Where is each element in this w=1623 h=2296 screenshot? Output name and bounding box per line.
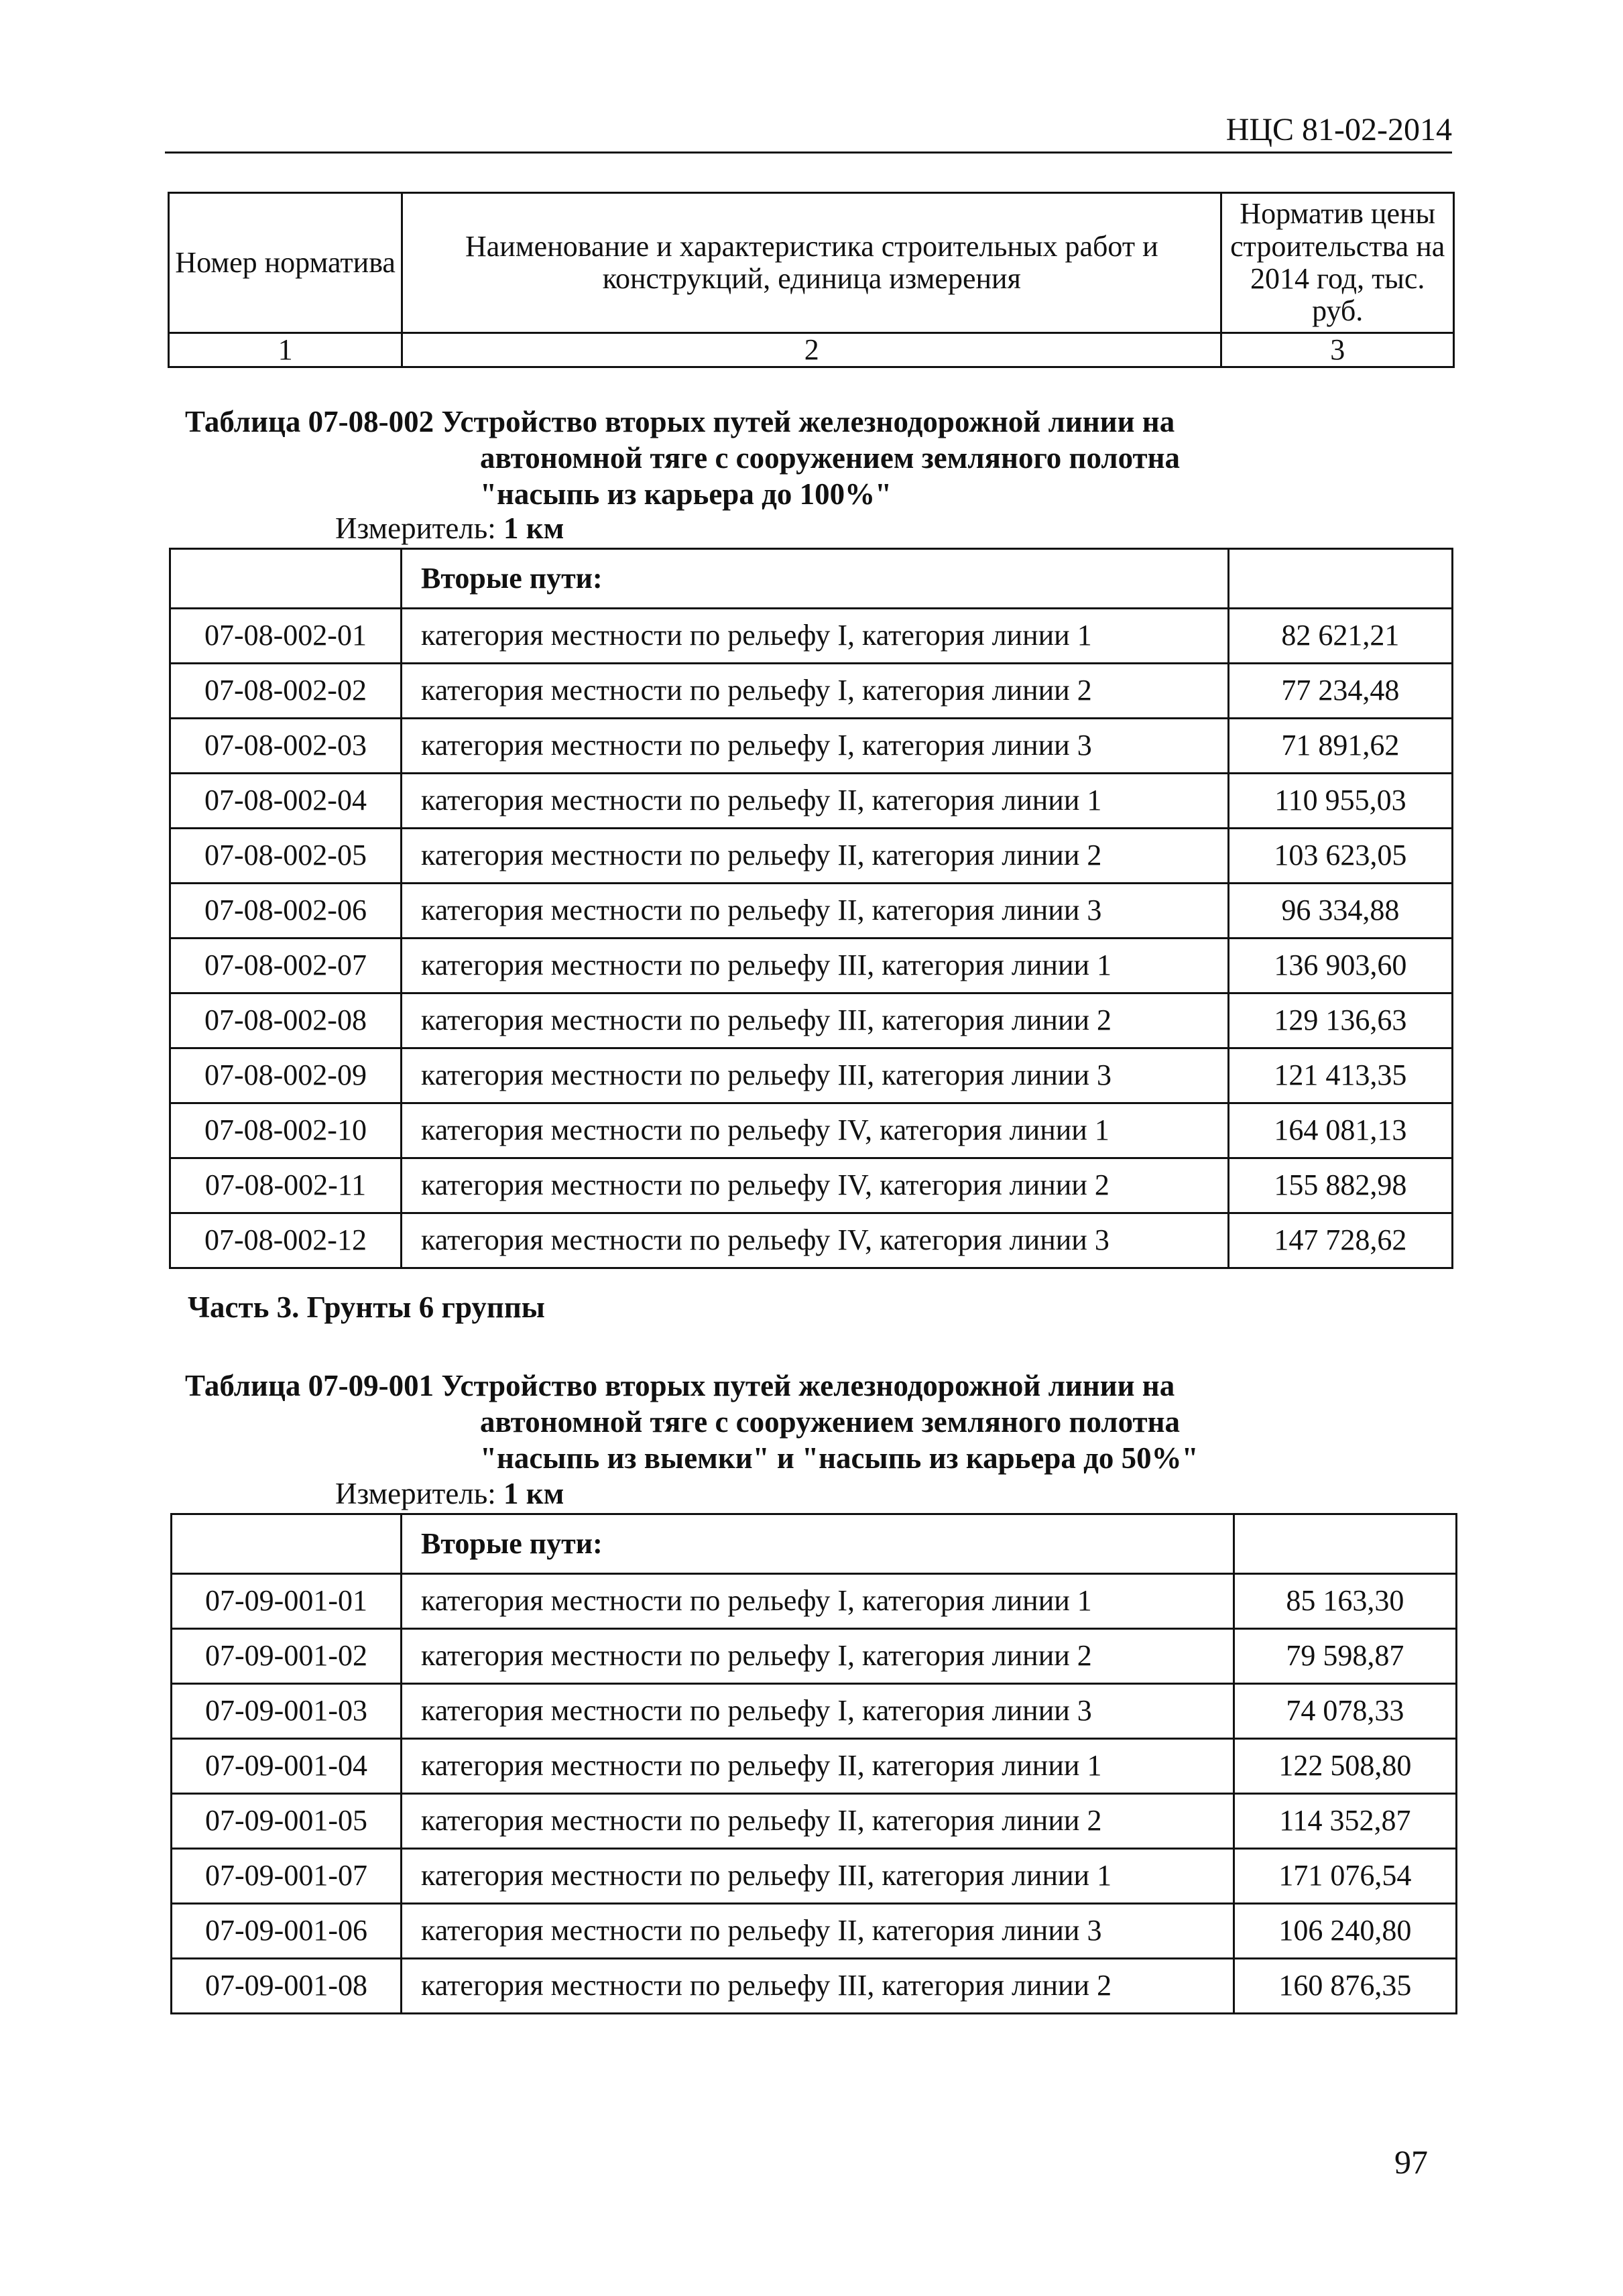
row-price: 110 955,03 — [1228, 774, 1452, 829]
row-name: категория местности по рельефу II, категория линии 3 — [401, 884, 1228, 939]
row-price: 155 882,98 — [1228, 1158, 1452, 1213]
table-row — [172, 1574, 1457, 1629]
table1-number: Таблица 07-08-002 — [185, 405, 434, 438]
table2-title-line1: Устройство вторых путей железнодорожной линии на — [441, 1369, 1175, 1402]
row-code: 07-08-002-08 — [170, 993, 402, 1048]
row-name: категория местности по рельефу I, категория линии 2 — [401, 664, 1228, 719]
header-rule — [165, 152, 1452, 154]
row-price: 103 623,05 — [1228, 829, 1452, 884]
row-price: 85 163,30 — [1234, 1574, 1456, 1629]
table-row — [172, 1629, 1457, 1684]
column-header-table — [168, 192, 1455, 368]
table-row — [170, 774, 1453, 829]
table-row — [172, 1794, 1457, 1849]
table-row — [172, 1849, 1457, 1904]
row-price: 129 136,63 — [1228, 993, 1452, 1048]
table1-title-line3: "насыпь из карьера до 100%" — [480, 477, 892, 511]
table-row — [170, 1048, 1453, 1103]
row-price: 121 413,35 — [1228, 1048, 1452, 1103]
table2-subheader-row — [172, 1514, 1457, 1574]
row-price: 114 352,87 — [1234, 1794, 1456, 1849]
table1-measurer — [335, 511, 564, 546]
row-name: категория местности по рельефу IV, категория линии 3 — [401, 1213, 1228, 1268]
header-num-1: 1 — [169, 333, 402, 367]
row-name: категория местности по рельефу II, категория линии 1 — [402, 1739, 1234, 1794]
row-name: категория местности по рельефу II, категория линии 2 — [402, 1794, 1234, 1849]
table2-title-line2: автономной тяге с сооружением земляного полотна — [480, 1405, 1181, 1439]
row-name: категория местности по рельефу III, категория линии 2 — [401, 993, 1228, 1048]
row-price: 82 621,21 — [1228, 609, 1452, 664]
row-price: 164 081,13 — [1228, 1103, 1452, 1158]
table1 — [169, 548, 1453, 1269]
row-code: 07-08-002-01 — [170, 609, 402, 664]
row-code: 07-08-002-06 — [170, 884, 402, 939]
table-row — [170, 829, 1453, 884]
table-row — [172, 1959, 1457, 2014]
table-row — [170, 1103, 1453, 1158]
table1-measurer-label: Измеритель: — [335, 511, 496, 545]
row-code: 07-09-001-04 — [172, 1739, 402, 1794]
table-row — [170, 609, 1453, 664]
row-name: категория местности по рельефу III, категория линии 1 — [401, 939, 1228, 993]
document-code: НЦС 81-02-2014 — [1225, 112, 1452, 147]
table1-title-line1: Устройство вторых путей железнодорожной линии на — [441, 405, 1175, 438]
row-name: категория местности по рельефу I, категория линии 3 — [401, 719, 1228, 774]
row-code: 07-09-001-05 — [172, 1794, 402, 1849]
row-code: 07-08-002-02 — [170, 664, 402, 719]
table-row — [170, 884, 1453, 939]
table1-subheader: Вторые пути: — [401, 549, 1228, 609]
row-price: 96 334,88 — [1228, 884, 1452, 939]
row-price: 160 876,35 — [1234, 1959, 1456, 2014]
row-name: категория местности по рельефу II, категория линии 3 — [402, 1904, 1234, 1959]
row-price: 79 598,87 — [1234, 1629, 1456, 1684]
table1-caption — [185, 404, 1175, 440]
row-price: 74 078,33 — [1234, 1684, 1456, 1739]
table-row — [170, 1213, 1453, 1268]
header-num-3: 3 — [1221, 333, 1454, 367]
table1-measurer-value: 1 км — [503, 511, 564, 545]
row-code: 07-08-002-07 — [170, 939, 402, 993]
part-title: Часть 3. Грунты 6 группы — [188, 1290, 545, 1324]
table2-number: Таблица 07-09-001 — [185, 1369, 434, 1402]
row-price: 77 234,48 — [1228, 664, 1452, 719]
row-code: 07-09-001-01 — [172, 1574, 402, 1629]
row-code: 07-08-002-09 — [170, 1048, 402, 1103]
row-price: 106 240,80 — [1234, 1904, 1456, 1959]
row-code: 07-08-002-03 — [170, 719, 402, 774]
row-name: категория местности по рельефу I, категория линии 3 — [402, 1684, 1234, 1739]
row-code: 07-09-001-02 — [172, 1629, 402, 1684]
row-name: категория местности по рельефу III, категория линии 3 — [401, 1048, 1228, 1103]
row-code: 07-09-001-08 — [172, 1959, 402, 2014]
row-code: 07-09-001-03 — [172, 1684, 402, 1739]
header-num-2: 2 — [402, 333, 1221, 367]
row-price: 147 728,62 — [1228, 1213, 1452, 1268]
table1-subheader-row — [170, 549, 1453, 609]
table-row — [170, 664, 1453, 719]
row-name: категория местности по рельефу III, категория линии 1 — [402, 1849, 1234, 1904]
table2-subheader: Вторые пути: — [402, 1514, 1234, 1574]
table-row — [170, 993, 1453, 1048]
header-col-name: Наименование и характеристика строительных работ и конструкций, единица измерения — [402, 193, 1221, 333]
header-col-number: Номер норматива — [169, 193, 402, 333]
row-name: категория местности по рельефу II, категория линии 1 — [401, 774, 1228, 829]
row-code: 07-08-002-10 — [170, 1103, 402, 1158]
row-name: категория местности по рельефу I, категория линии 1 — [401, 609, 1228, 664]
table2-caption — [185, 1368, 1175, 1404]
row-name: категория местности по рельефу II, категория линии 2 — [401, 829, 1228, 884]
page-number: 97 — [1394, 2143, 1428, 2181]
row-price: 71 891,62 — [1228, 719, 1452, 774]
row-price: 122 508,80 — [1234, 1739, 1456, 1794]
row-name: категория местности по рельефу I, категория линии 2 — [402, 1629, 1234, 1684]
table2-measurer-label: Измеритель: — [335, 1477, 496, 1510]
table2-measurer — [335, 1476, 564, 1511]
table-row — [170, 719, 1453, 774]
table-row — [172, 1684, 1457, 1739]
row-name: категория местности по рельефу IV, категория линии 1 — [401, 1103, 1228, 1158]
row-code: 07-09-001-06 — [172, 1904, 402, 1959]
table-row — [172, 1739, 1457, 1794]
header-col-price: Норматив цены строительства на 2014 год, тыс. руб. — [1221, 193, 1454, 333]
table2 — [170, 1513, 1457, 2014]
row-name: категория местности по рельефу I, категория линии 1 — [402, 1574, 1234, 1629]
row-code: 07-08-002-05 — [170, 829, 402, 884]
table-row — [170, 939, 1453, 993]
table-row — [172, 1904, 1457, 1959]
table2-measurer-value: 1 км — [503, 1477, 564, 1510]
row-code: 07-08-002-12 — [170, 1213, 402, 1268]
row-name: категория местности по рельефу III, категория линии 2 — [402, 1959, 1234, 2014]
row-price: 171 076,54 — [1234, 1849, 1456, 1904]
row-name: категория местности по рельефу IV, категория линии 2 — [401, 1158, 1228, 1213]
row-code: 07-08-002-04 — [170, 774, 402, 829]
row-code: 07-08-002-11 — [170, 1158, 402, 1213]
row-price: 136 903,60 — [1228, 939, 1452, 993]
table2-title-line3: "насыпь из выемки" и "насыпь из карьера до 50%" — [480, 1441, 1199, 1475]
row-code: 07-09-001-07 — [172, 1849, 402, 1904]
table1-title-line2: автономной тяге с сооружением земляного полотна — [480, 441, 1181, 475]
table-row — [170, 1158, 1453, 1213]
